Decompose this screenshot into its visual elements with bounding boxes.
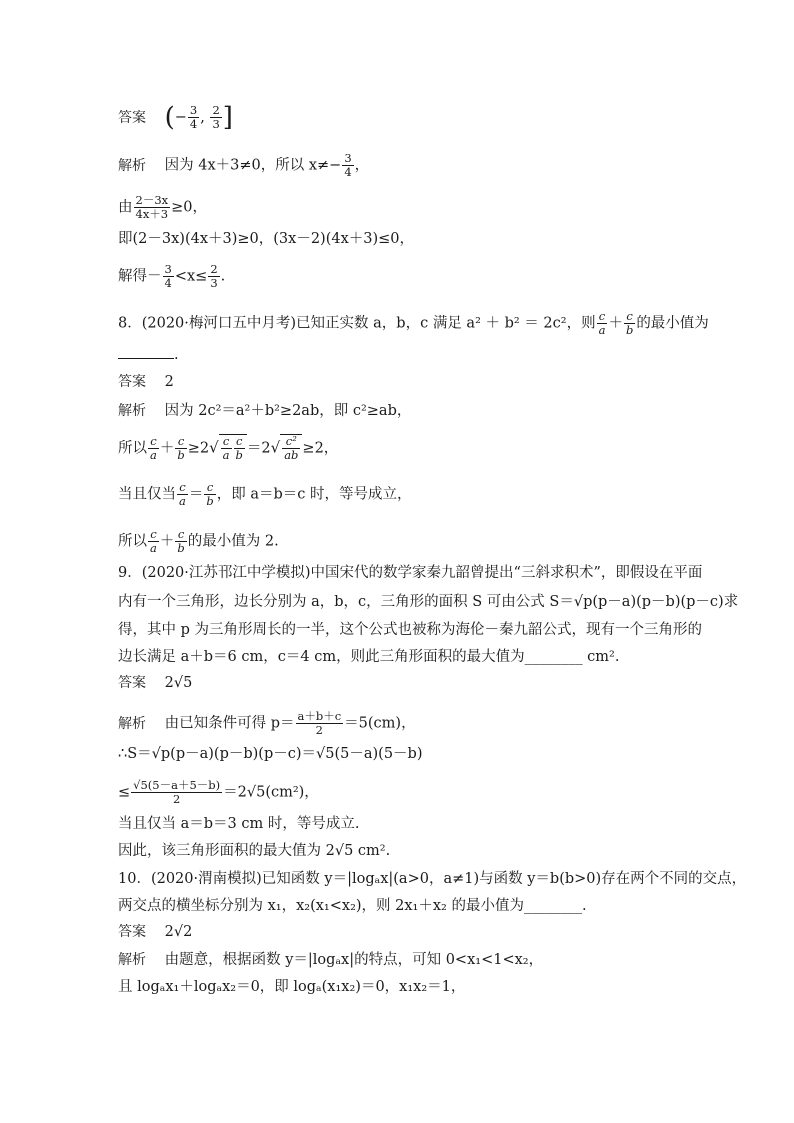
fraction: $\frac{c}{a}$ [598, 309, 606, 337]
fraction: $\frac{2}{3}$ [212, 103, 220, 131]
answer-label: 答案 [118, 924, 146, 940]
comma: , [200, 109, 210, 126]
solution-line: ≤ $\frac{√5(5-a+5-b)}{2}$ ＝2√5(cm²)， [118, 778, 319, 806]
answer-line [118, 372, 174, 392]
question-8-blank-line: . [118, 344, 179, 365]
fraction: $\frac{2}{3}$ [210, 262, 218, 290]
solution-line: 解析 由已知条件可得 p＝ $\frac{a+b+c}{2}$ ＝5(cm)， [118, 709, 416, 737]
answer-blank [118, 344, 174, 359]
solution-line: 且 logₐx₁＋logₐx₂＝0，即 logₐ(x₁x₂)＝0，x₁x₂＝1， [118, 979, 466, 995]
answer-value: 2√2 [164, 924, 193, 940]
fraction: $\frac{3}{4}$ [189, 103, 198, 131]
fraction: $\frac{c}{b}$ [177, 527, 185, 555]
question-9-line: 边长满足 a＋b＝6 cm，c＝4 cm，则此三角形面积的最大值为________ cm². [118, 649, 620, 665]
solution-line: 解得－ $\frac{3}{4}$ <x≤ $\frac{2}{3}$ . [118, 262, 226, 290]
fraction: $\frac{c}{a}$ [150, 527, 157, 555]
solution-label: 解析 [118, 715, 146, 732]
solution-line: 所以 $\frac{c}{a}$ ＋ $\frac{c}{b}$ 的最小值为 2. [118, 527, 279, 555]
solution-label: 解析 [118, 952, 146, 968]
solution-line: 因此，该三角形面积的最大值为 2√5 cm². [118, 843, 391, 859]
fraction: $\frac{c}{a}$ [179, 480, 186, 508]
answer-line [118, 922, 192, 942]
fraction: $\frac{c}{b}$ [625, 309, 634, 337]
question-10-line: 两交点的横坐标分别为 x₁，x₂(x₁<x₂)，则 2x₁＋x₂ 的最小值为________. [118, 898, 587, 914]
solution-line: 当且仅当 $\frac{c}{a}$ ＝ $\frac{c}{b}$ ，即 a＝b＝c 时，等号成立， [118, 480, 412, 508]
fraction: $\frac{a+b+c}{2}$ [297, 709, 342, 737]
solution-line: 由 $\frac{2-3x}{4x+3}$ ≥0， [118, 193, 207, 221]
question-10-line: 10．(2020·渭南模拟)已知函数 y＝|logₐx|(a>0，a≠1)与函数 y＝b(b>0)存在两个不同的交点， [118, 871, 747, 887]
solution-line: 当且仅当 a＝b＝3 cm 时，等号成立. [118, 816, 360, 832]
answer-value: 2 [164, 374, 174, 390]
question-9-line: 内有一个三角形，边长分别为 a，b，c，三角形的面积 S 可由公式 S＝√p(p－a)(p－b)(p－c)求 [118, 594, 739, 610]
answer-label: 答案 [118, 109, 146, 126]
fraction: $\frac{√5(5-a+5-b)}{2}$ [133, 778, 221, 806]
fraction: $\frac{2-3x}{4x+3}$ [135, 193, 169, 221]
minus-sign: − [174, 109, 187, 126]
answer-value: 2√5 [164, 675, 193, 691]
fraction: $\frac{3}{4}$ [164, 262, 172, 290]
solution-line: 解析 因为 2c²＝a²＋b²≥2ab，即 c²≥ab， [118, 403, 412, 419]
solution-label: 解析 [118, 403, 146, 419]
solution-label: 解析 [118, 157, 146, 174]
answer-label: 答案 [118, 675, 146, 691]
fraction: $\frac{c}{b}$ [206, 480, 214, 508]
square-root: $\frac{c}{a}$ $\frac{c}{b}$ [219, 434, 247, 462]
solution-line: 即(2－3x)(4x＋3)≥0，(3x－2)(4x＋3)≤0， [118, 231, 415, 247]
open-paren: ( [164, 102, 175, 133]
solution-line: 解析 由题意，根据函数 y＝|logₐx|的特点，可知 0<x₁<1<x₂， [118, 952, 544, 968]
question-9-line: 9．(2020·江苏邗江中学模拟)中国宋代的数学家秦九韶曾提出“三斜求积术”，即假设在平面 [118, 565, 703, 581]
fraction: $\frac{c}{a}$ [150, 434, 157, 462]
fraction: $\frac{3}{4}$ [344, 151, 352, 179]
solution-line: 解析 因为 4x＋3≠0，所以 x≠− $\frac{3}{4}$ ， [118, 151, 370, 179]
fraction: $\frac{c}{b}$ [177, 434, 185, 462]
close-bracket: ] [222, 102, 233, 133]
square-root: $\frac{\text{c²}}{ab}$ [280, 434, 302, 462]
solution-line: ∴S＝√p(p－a)(p－b)(p－c)＝√5(5－a)(5－b) [118, 746, 423, 762]
question-8-line: 8．(2020·梅河口五中月考)已知正实数 a，b，c 满足 a² ＋ b² ＝ 2c²，则 $\frac{c}{a}$ ＋ $\frac{c}{b}$ 的最小值为 [118, 309, 709, 337]
solution-line: 所以 $\frac{c}{a}$ ＋ $\frac{c}{b}$ ≥2√ $\frac{c}{a}$ $\frac{c}{b}$ ＝2√ $\frac{\text{c²}}{ab}$ ≥2， [118, 434, 339, 462]
answer-line [118, 673, 192, 693]
answer-line [118, 104, 233, 131]
question-9-line: 得，其中 p 为三角形周长的一半，这个公式也被称为海伦－秦九韶公式，现有一个三角形的 [118, 622, 702, 638]
answer-label: 答案 [118, 374, 146, 390]
solution-text: 因为 4x＋3≠0，所以 x≠− [164, 157, 342, 174]
